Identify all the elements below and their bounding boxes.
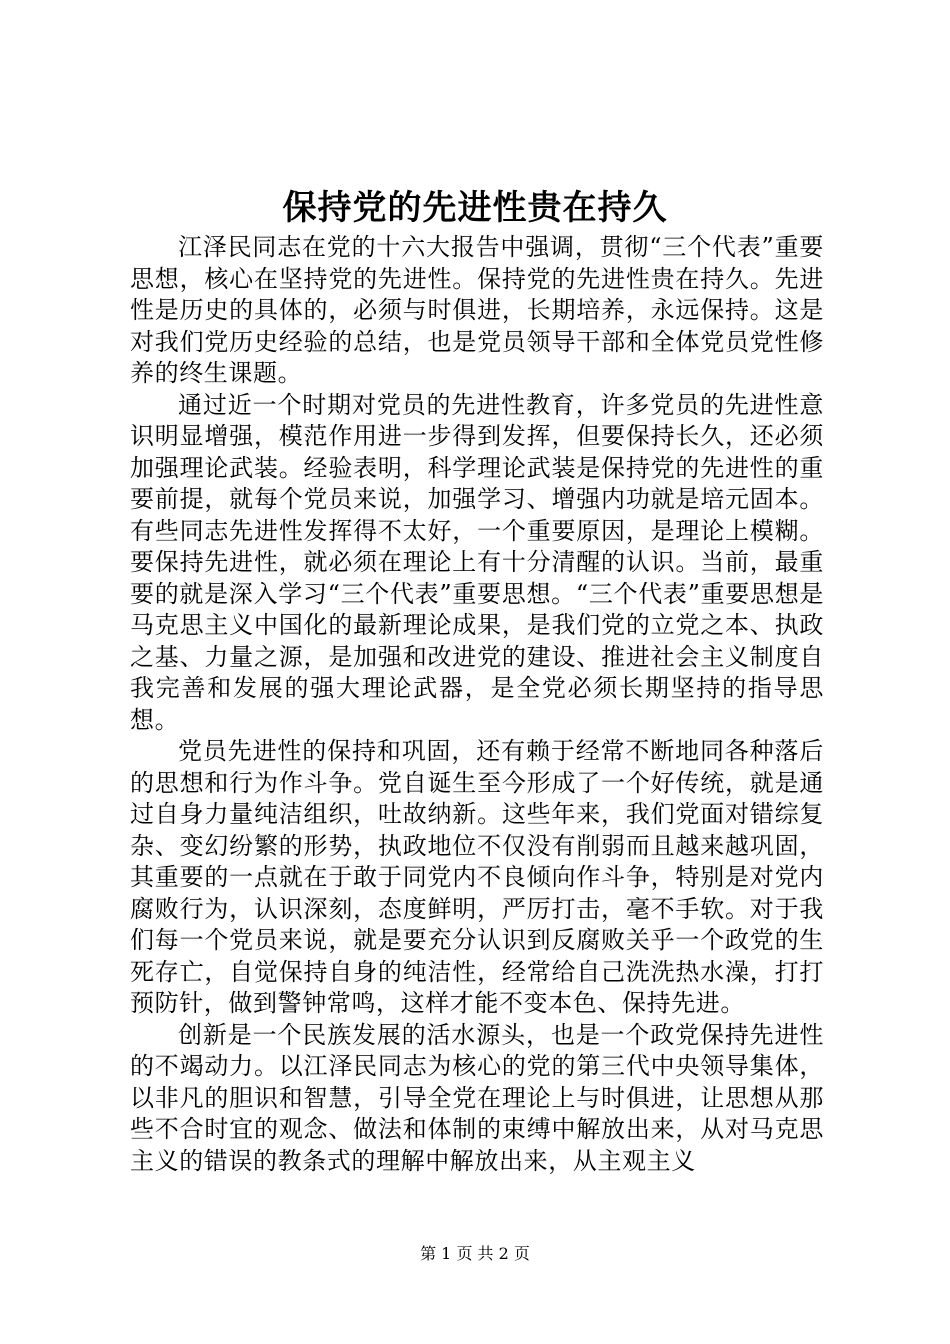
document-body <box>130 232 824 1177</box>
page-footer <box>0 1244 950 1264</box>
document-title: 保持党的先进性贵在持久 <box>282 188 668 228</box>
paragraph-2: 通过近一个时期对党员的先进性教育，许多党员的先进性意识明显增强，模范作用进一步得到发挥，但要保持长久，还必须加强理论武装。经验表明，科学理论武装是保持党的先进性的重要前提，就每个党员来说，加强学习、增强内功就是培元固本。有些同志先进性发挥得不太好，一个重要原因，是理论上模糊。要保持先进性，就必须在理论上有十分清醒的认识。当前，最重要的就是深入学习“三个代表”重要思想。“三个代表”重要思想是马克思主义中国化的最新理论成果，是我们党的立党之本、执政之基、力量之源，是加强和改进党的建设、推进社会主义制度自我完善和发展的强大理论武器，是全党必须长期坚持的指导思想。 <box>130 390 824 734</box>
paragraph-4: 创新是一个民族发展的活水源头，也是一个政党保持先进性的不竭动力。以江泽民同志为核心的党的第三代中央领导集体，以非凡的胆识和智慧，引导全党在理论上与时俱进，让思想从那些不合时宜的观念、做法和体制的束缚中解放出来，从对马克思主义的错误的教条式的理解中解放出来，从主观主义 <box>130 1020 824 1175</box>
paragraph-1: 江泽民同志在党的十六大报告中强调，贯彻“三个代表”重要思想，核心在坚持党的先进性。保持党的先进性贵在持久。先进性是历史的具体的，必须与时俱进，长期培养，永远保持。这是对我们党历史经验的总结，也是党员领导干部和全体党员党性修养的终生课题。 <box>130 233 824 387</box>
paragraph-3: 党员先进性的保持和巩固，还有赖于经常不断地同各种落后的思想和行为作斗争。党自诞生至今形成了一个好传统，就是通过自身力量纯洁组织，吐故纳新。这些年来，我们党面对错综复杂、变幻纷繁的形势，执政地位不仅没有削弱而且越来越巩固，其重要的一点就在于敢于同党内不良倾向作斗争，特别是对党内腐败行为，认识深刻，态度鲜明，严厉打击，毫不手软。对于我们每一个党员来说，就是要充分认识到反腐败关乎一个政党的生死存亡，自觉保持自身的纯洁性，经常给自己洗洗热水澡，打打预防针，做到警钟常鸣，这样才能不变本色、保持先进。 <box>130 737 824 1017</box>
page-number-label: 第 1 页 共 2 页 <box>420 1244 530 1263</box>
